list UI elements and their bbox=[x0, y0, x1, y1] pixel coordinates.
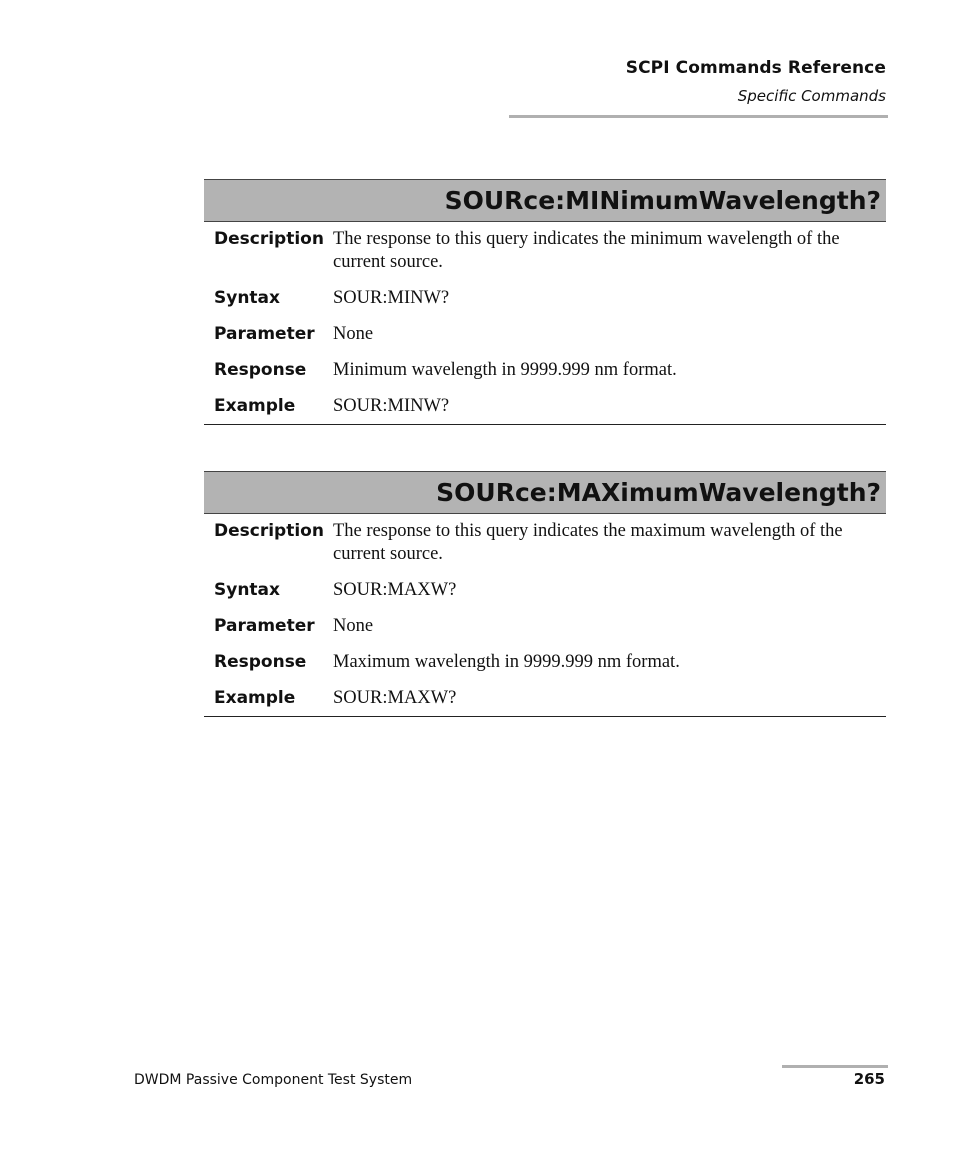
row-label: Example bbox=[214, 688, 296, 708]
page-number: 265 bbox=[853, 1070, 885, 1088]
header-subtitle: Specific Commands bbox=[737, 87, 886, 105]
row-label: Description bbox=[214, 229, 324, 249]
row-label: Response bbox=[214, 360, 307, 380]
row-value: The response to this query indicates the minimum wavelength of the current source. bbox=[333, 229, 840, 272]
detail-row-parameter bbox=[204, 323, 886, 346]
row-value: SOUR:MINW? bbox=[333, 288, 450, 308]
row-value: Minimum wavelength in 9999.999 nm format. bbox=[333, 360, 677, 380]
row-label: Response bbox=[214, 652, 307, 672]
row-label: Syntax bbox=[214, 288, 280, 308]
command-details bbox=[204, 520, 886, 710]
row-label: Parameter bbox=[214, 616, 315, 636]
command-block-min-wavelength bbox=[204, 179, 886, 425]
footer-divider bbox=[782, 1065, 888, 1068]
footer-document-title: DWDM Passive Component Test System bbox=[134, 1072, 413, 1088]
header-divider bbox=[509, 115, 888, 118]
row-label: Example bbox=[214, 396, 296, 416]
detail-row-description bbox=[204, 228, 886, 274]
row-value: Maximum wavelength in 9999.999 nm format. bbox=[333, 652, 680, 672]
row-label: Parameter bbox=[214, 324, 315, 344]
detail-row-syntax bbox=[204, 579, 886, 602]
row-value: SOUR:MINW? bbox=[333, 396, 450, 416]
row-value: SOUR:MAXW? bbox=[333, 580, 457, 600]
detail-row-response bbox=[204, 359, 886, 382]
header-title: SCPI Commands Reference bbox=[625, 58, 886, 78]
command-block-max-wavelength bbox=[204, 471, 886, 717]
detail-row-description bbox=[204, 520, 886, 566]
detail-row-example bbox=[204, 687, 886, 710]
command-details bbox=[204, 228, 886, 418]
command-title: SOURce:MAXimumWavelength? bbox=[204, 471, 886, 514]
row-value: SOUR:MAXW? bbox=[333, 688, 457, 708]
detail-row-example bbox=[204, 395, 886, 418]
detail-row-parameter bbox=[204, 615, 886, 638]
row-value: The response to this query indicates the maximum wavelength of the current source. bbox=[333, 521, 843, 564]
row-label: Syntax bbox=[214, 580, 280, 600]
row-value: None bbox=[333, 616, 374, 636]
row-value: None bbox=[333, 324, 374, 344]
detail-row-syntax bbox=[204, 287, 886, 310]
row-label: Description bbox=[214, 521, 324, 541]
detail-row-response bbox=[204, 651, 886, 674]
page-header bbox=[626, 57, 886, 106]
command-title: SOURce:MINimumWavelength? bbox=[204, 179, 886, 222]
